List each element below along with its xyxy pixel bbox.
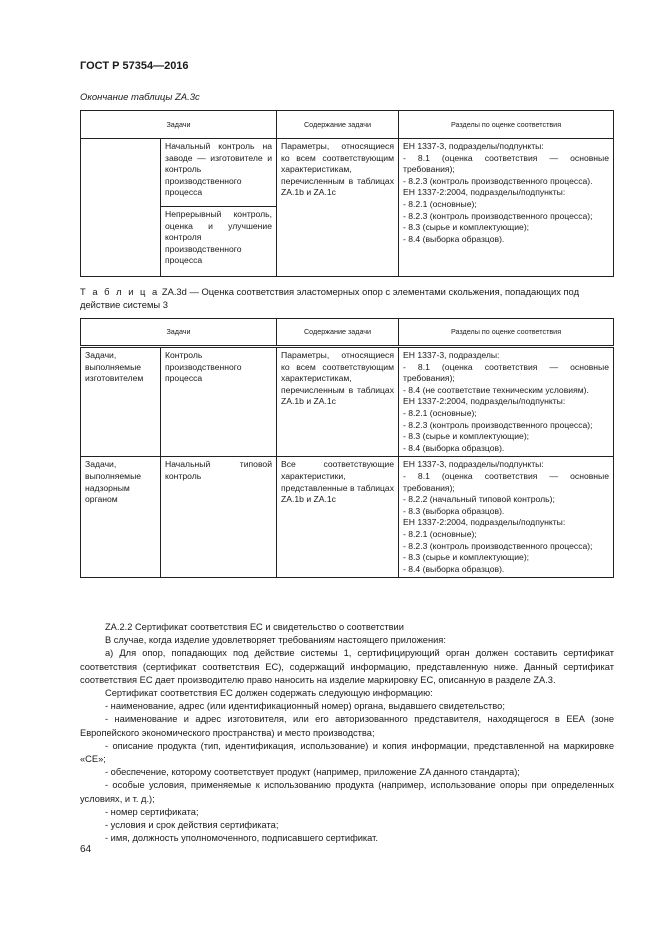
table-row (81, 347, 614, 457)
table-header-row (81, 111, 614, 139)
section-line: - 8.2.3 (контроль производственного процесса). (403, 175, 593, 186)
table-title-text: ZA.3d — Оценка соответствия эластомерных опор с элементами скольжения, попадающих под действие системы 3 (80, 286, 580, 310)
section-line: - 8.1 (оценка соответствия — основные требования); (403, 152, 610, 175)
section-line: - 8.2.2 (начальный типовой контроль); (403, 494, 555, 505)
section-heading: ZA.2.2 Сертификат соответствия ЕС и свидетельство о соответствии (105, 622, 404, 632)
section-line: - 8.1 (оценка соответствия — основные требования); (403, 470, 610, 493)
table-cell-sections (399, 457, 614, 578)
section-line: ЕН 1337-2:2004, подразделы/подпункты: (403, 187, 566, 198)
list-item: - номер сертификата; (105, 806, 199, 817)
header-tasks: Задачи (81, 319, 277, 347)
table-cell-content: Все соответствующие характеристики, представленные в таблицах ZA.1b и ZA.1c (277, 457, 399, 578)
table-row (81, 457, 614, 578)
section-line: ЕН 1337-2:2004, подразделы/подпункты: (403, 517, 566, 528)
table-za3d-title (80, 285, 614, 311)
table-cell-task: Начальный типовой контроль (161, 457, 277, 578)
table-cell-empty (81, 139, 161, 277)
section-line: ЕН 1337-2:2004, подразделы/подпункты: (403, 396, 566, 407)
section-line: - 8.2.1 (основные); (403, 528, 477, 539)
section-line: - 8.3 (сырье и комплектующие); (403, 431, 530, 442)
list-item: - особые условия, применяемые к использованию продукта (например, использование опоры при определенных условиях, и т. д.); (80, 780, 614, 804)
header-conformity-sections: Разделы по оценке соответствия (399, 111, 614, 139)
section-line: ЕН 1337-3, подразделы/подпункты: (403, 141, 544, 151)
paragraph: Сертификат соответствия ЕС должен содержать следующую информацию: (105, 688, 433, 699)
section-line: - 8.3 (выборка образцов). (403, 505, 505, 516)
section-line: - 8.4 (выборка образцов). (403, 233, 505, 244)
table-cell-task: Контроль производственного процесса (161, 347, 277, 457)
section-line: - 8.4 (выборка образцов). (403, 563, 505, 574)
table-label: Т а б л и ц а (80, 286, 160, 297)
list-item: - условия и срок действия сертификата; (105, 820, 279, 831)
header-task-content: Содержание задачи (277, 319, 399, 347)
section-line: - 8.2.3 (контроль производственного процесса); (403, 210, 593, 221)
list-item: - обеспечение, которому соответствует продукт (например, приложение ZA данного стандарта); (105, 767, 520, 778)
section-line: - 8.2.3 (контроль производственного процесса); (403, 419, 593, 430)
list-item: - имя, должность уполномоченного, подписавшего сертификат. (105, 833, 378, 844)
document-code: ГОСТ Р 57354—2016 (80, 60, 189, 72)
section-line: - 8.4 (выборка образцов). (403, 442, 505, 453)
table-cell-sections (399, 347, 614, 457)
body-text (80, 621, 614, 845)
table-continuation-caption: Окончание таблицы ZA.3c (80, 92, 200, 103)
table-cell-actor: Задачи, выполняемые надзорным органом (81, 457, 161, 578)
section-line: ЕН 1337-3, подразделы: (403, 350, 500, 360)
page-number: 64 (80, 844, 92, 855)
section-line: - 8.3 (сырье и комплектующие); (403, 222, 530, 233)
list-item: - описание продукта (тип, идентификация, использование) и копия информации, представленной на маркировке «СЕ»; (80, 740, 614, 765)
paragraph: а) Для опор, попадающих под действие системы 1, сертифицирующий орган должен составить сертификат соответствия (сертификат соответствия ЕС), содержащий информацию, представленную ниже. Данный сертификат соответствия ЕС дает производителю право наносить на изделие маркировку ЕС, описанную в разделе ZA.3. (80, 648, 614, 685)
section-line: ЕН 1337-3, подразделы/подпункты: (403, 459, 544, 470)
header-task-content: Содержание задачи (277, 111, 399, 139)
section-line: - 8.1 (оценка соответствия — основные требования); (403, 361, 610, 384)
table-cell-content: Параметры, относящиеся ко всем соответствующим характеристикам, перечисленным в таблицах ZA.1b и ZA.1c (277, 139, 399, 277)
table-cell-task: Начальный контроль на заводе — изготовителе и контроль производственного процесса (161, 139, 277, 207)
table-cell-task: Непрерывный контроль, оценка и улучшение контроля производственного процесса (161, 207, 277, 277)
table-za3c (80, 110, 614, 277)
section-line: - 8.2.1 (основные); (403, 198, 477, 209)
table-za3d (80, 318, 614, 578)
list-item: - наименование, адрес (или идентификационный номер) органа, выдавшего свидетельство; (105, 701, 505, 712)
header-conformity-sections: Разделы по оценке соответствия (399, 319, 614, 347)
section-line: - 8.2.3 (контроль производственного процесса); (403, 540, 593, 551)
section-line: - 8.3 (сырье и комплектующие); (403, 552, 530, 563)
section-line: - 8.2.1 (основные); (403, 407, 477, 418)
section-line: - 8.4 (не соответствие техническим условиям). (403, 384, 589, 395)
table-cell-actor: Задачи, выполняемые изготовителем (81, 347, 161, 457)
table-header-row (81, 319, 614, 347)
header-tasks: Задачи (81, 111, 277, 139)
table-cell-content: Параметры, относящиеся ко всем соответствующим характеристикам, перечисленным в таблицах ZA.1b и ZA.1c (277, 347, 399, 457)
paragraph: В случае, когда изделие удовлетворяет требованиям настоящего приложения: (105, 635, 446, 646)
list-item: - наименование и адрес изготовителя, или его авторизованного представителя, находящегося в ЕЕА (зоне Европейского экономического пространства) и место производства; (80, 714, 614, 738)
table-cell-sections (399, 139, 614, 277)
table-row (81, 139, 614, 207)
